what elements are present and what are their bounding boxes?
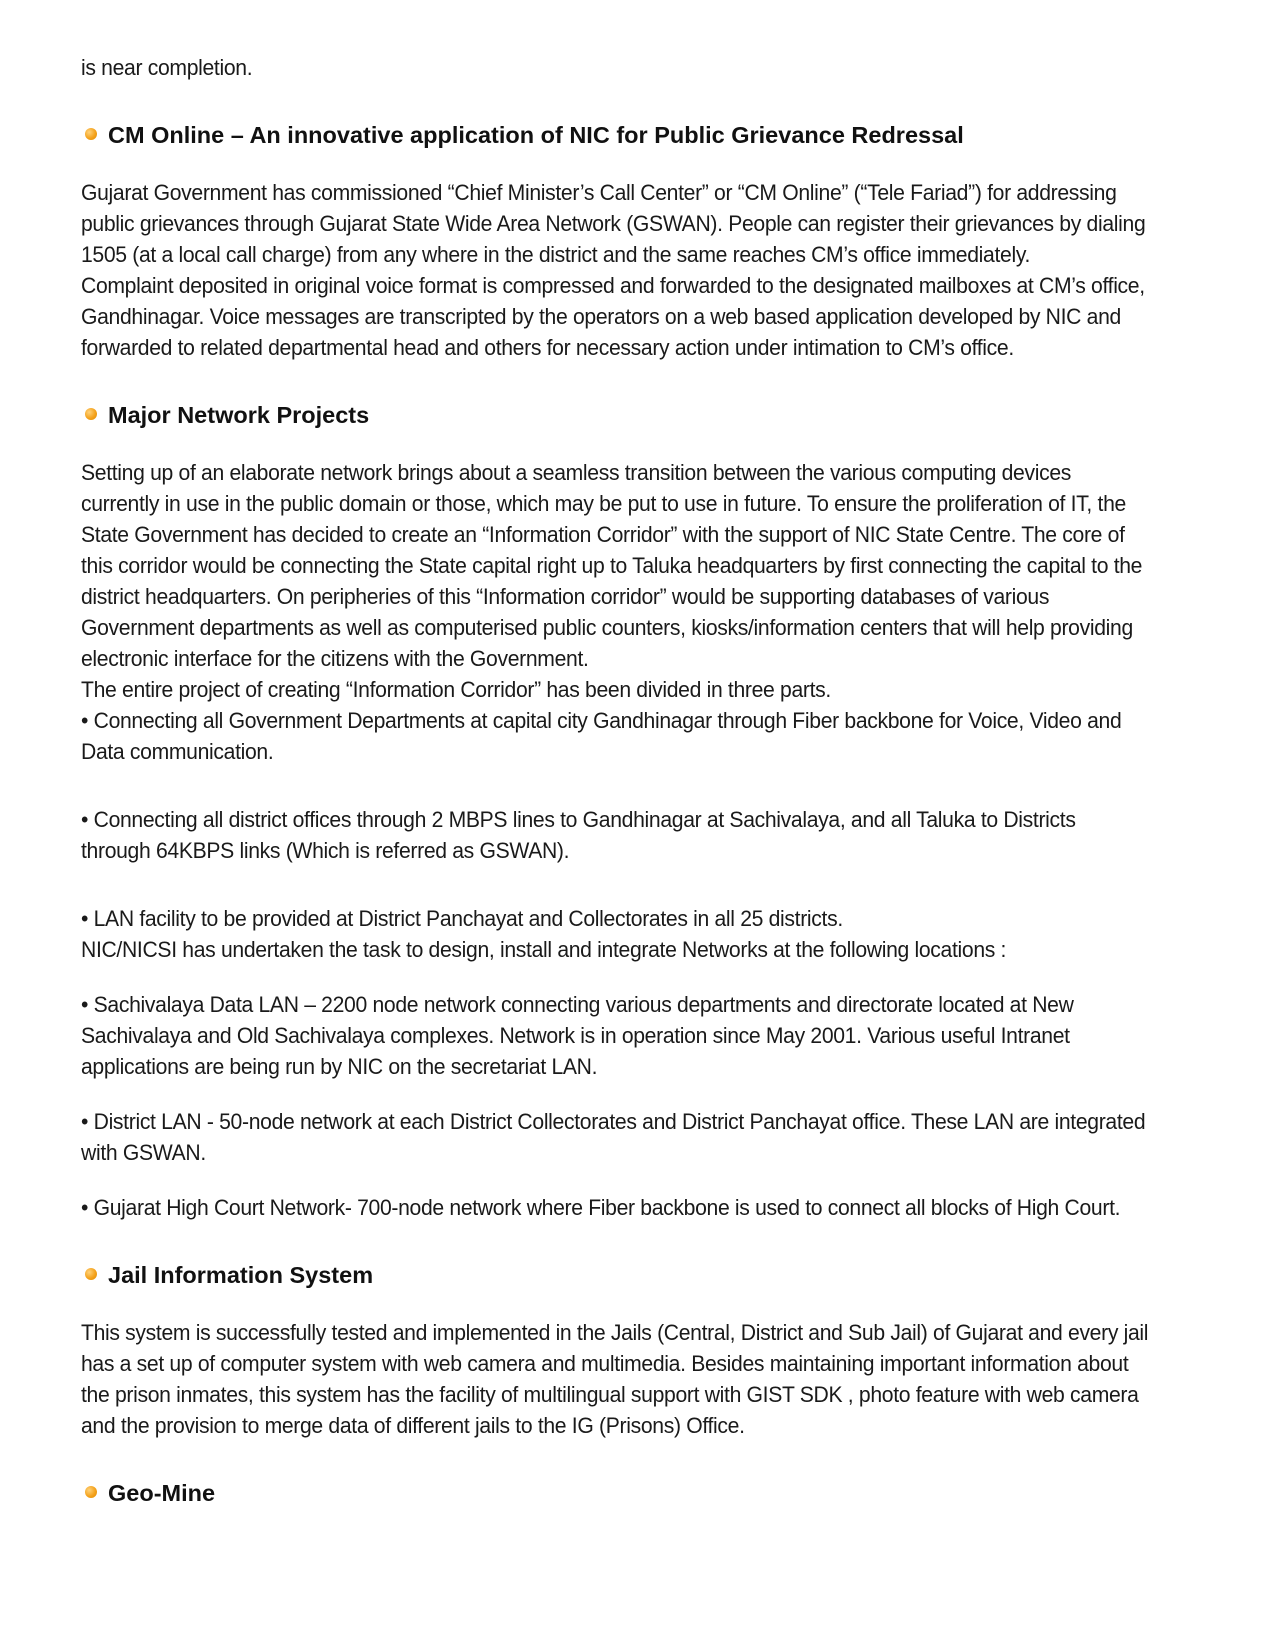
text-line: this corridor would be connecting the State capital right up to Taluka headquarters by first connecting the capital to the — [81, 553, 1143, 578]
text-line: Complaint deposited in original voice format is compressed and forwarded to the designated mailboxes at CM’s office, — [81, 273, 1145, 298]
heading-text: CM Online – An innovative application of NIC for Public Grievance Redressal — [108, 122, 964, 148]
intro-tail-text: is near completion. — [81, 55, 253, 80]
text-line: State Government has decided to create an “Information Corridor” with the support of NIC State Centre. The core of — [81, 522, 1125, 547]
orange-dot-icon — [85, 1486, 97, 1498]
text-line: 1505 (at a local call charge) from any where in the district and the same reaches CM’s office immediately. — [81, 242, 1031, 267]
text-line: public grievances through Gujarat State Wide Area Network (GSWAN). People can register their grievances by dialing — [81, 211, 1146, 236]
text-line: Gujarat Government has commissioned “Chief Minister’s Call Center” or “CM Online” (“Tele Fariad”) for addressing — [81, 180, 1117, 205]
text-line: Gandhinagar. Voice messages are transcripted by the operators on a web based application developed by NIC and — [81, 304, 1121, 329]
section-heading-network — [81, 400, 1211, 431]
text-line: applications are being run by NIC on the secretariat LAN. — [81, 1054, 598, 1079]
text-line: NIC/NICSI has undertaken the task to design, install and integrate Networks at the following locations : — [81, 937, 1007, 962]
network-part-two — [81, 804, 1211, 866]
district-lan-item — [81, 1106, 1211, 1168]
list-item: • Connecting all district offices through 2 MBPS lines to Gandhinagar at Sachivalaya, and all Taluka to Districts — [81, 807, 1076, 832]
list-item: • Connecting all Government Departments at capital city Gandhinagar through Fiber backbone for Voice, Video and — [81, 708, 1122, 733]
heading-text: Jail Information System — [108, 1262, 374, 1288]
heading-text: Geo-Mine — [108, 1480, 216, 1506]
text-line: with GSWAN. — [81, 1140, 206, 1165]
heading-text: Major Network Projects — [108, 402, 370, 428]
section-heading-geo-mine — [81, 1478, 1211, 1509]
text-line: district headquarters. On peripheries of this “Information corridor” would be supporting databases of various — [81, 584, 1050, 609]
list-item: • District LAN - 50-node network at each District Collectorates and District Panchayat office. These LAN are integrated — [81, 1109, 1146, 1134]
orange-dot-icon — [85, 1268, 97, 1280]
text-line: and the provision to merge data of different jails to the IG (Prisons) Office. — [81, 1413, 745, 1438]
network-part-three — [81, 903, 1211, 965]
list-item: • Gujarat High Court Network- 700-node network where Fiber backbone is used to connect all blocks of High Court. — [81, 1195, 1121, 1220]
text-line: the prison inmates, this system has the facility of multilingual support with GIST SDK , photo feature with web camera — [81, 1382, 1139, 1407]
section-heading-jail — [81, 1260, 1211, 1291]
text-line: forwarded to related departmental head and others for necessary action under intimation to CM’s office. — [81, 335, 1014, 360]
text-line: The entire project of creating “Information Corridor” has been divided in three parts. — [81, 677, 831, 702]
jail-paragraph — [81, 1317, 1211, 1441]
text-line: Sachivalaya and Old Sachivalaya complexes. Network is in operation since May 2001. Various useful Intranet — [81, 1023, 1070, 1048]
high-court-network-item — [81, 1192, 1211, 1223]
text-line: electronic interface for the citizens with the Government. — [81, 646, 589, 671]
list-item: • LAN facility to be provided at District Panchayat and Collectorates in all 25 districts. — [81, 906, 843, 931]
text-line: Government departments as well as computerised public counters, kiosks/information centers that will help providing — [81, 615, 1133, 640]
text-line: This system is successfully tested and implemented in the Jails (Central, District and Sub Jail) of Gujarat and every jail — [81, 1320, 1149, 1345]
text-line: Data communication. — [81, 739, 274, 764]
orange-dot-icon — [85, 408, 97, 420]
text-line: currently in use in the public domain or those, which may be put to use in future. To ensure the proliferation of IT, the — [81, 491, 1126, 516]
list-item: • Sachivalaya Data LAN – 2200 node network connecting various departments and directorate located at New — [81, 992, 1074, 1017]
text-line: Setting up of an elaborate network brings about a seamless transition between the various computing devices — [81, 460, 1072, 485]
section-heading-cm-online — [81, 120, 1211, 151]
text-line: through 64KBPS links (Which is referred as GSWAN). — [81, 838, 570, 863]
document-page — [81, 52, 1211, 1509]
orange-dot-icon — [85, 128, 97, 140]
cm-online-paragraph — [81, 177, 1211, 363]
sachivalaya-lan-item — [81, 989, 1211, 1082]
text-line: has a set up of computer system with web camera and multimedia. Besides maintaining important information about — [81, 1351, 1129, 1376]
network-paragraph — [81, 457, 1211, 767]
